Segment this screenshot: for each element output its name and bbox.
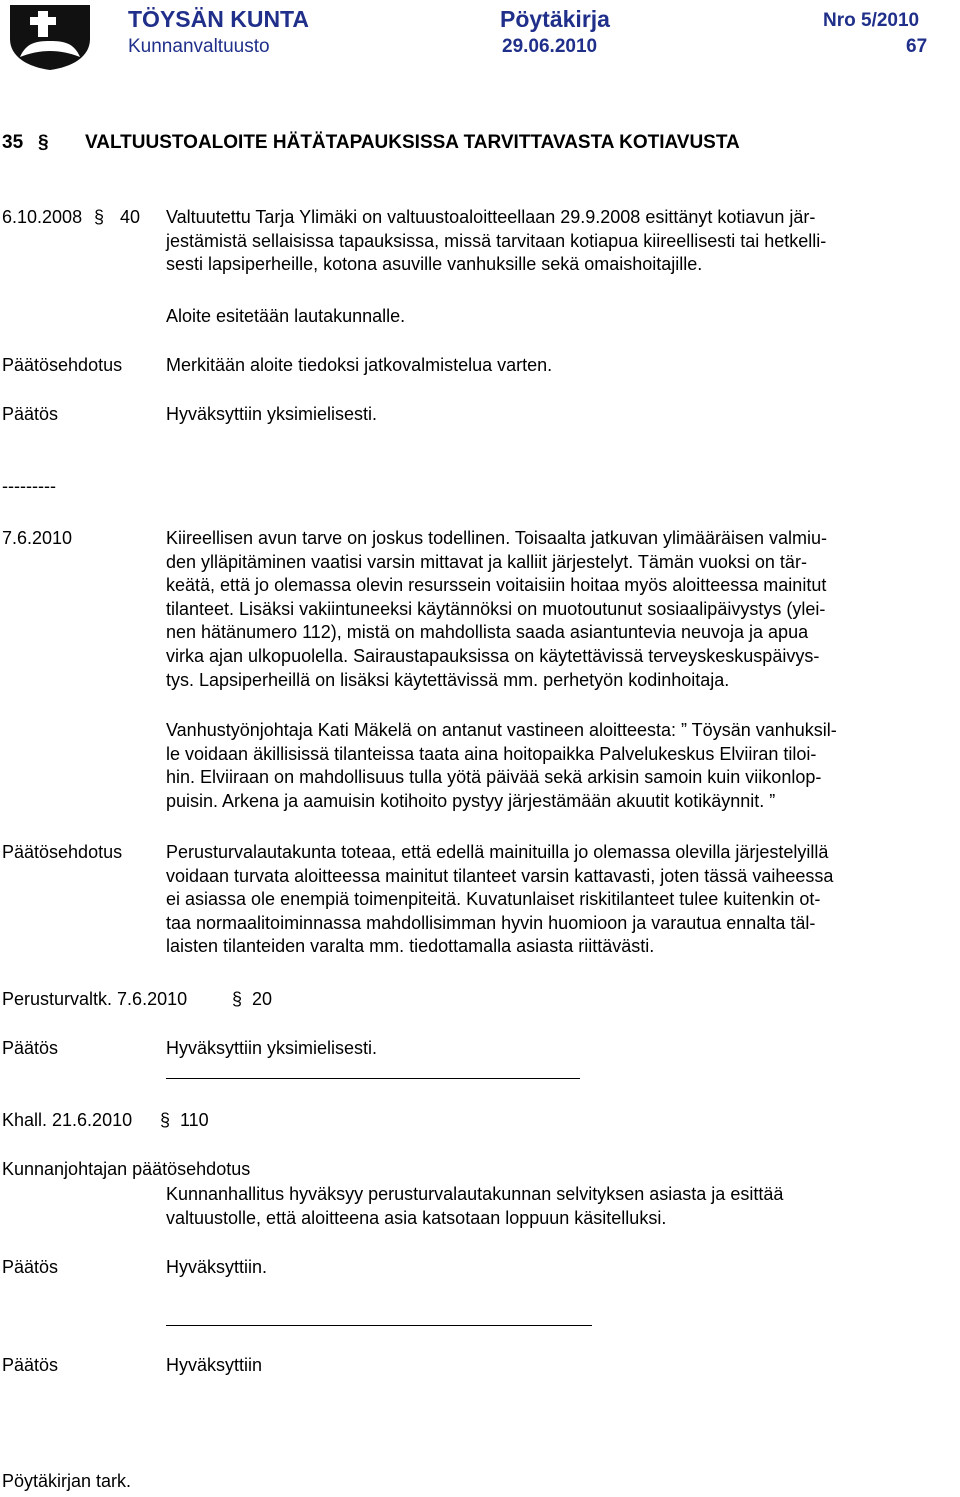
section-symbol: § xyxy=(94,207,105,227)
proposal-paragraph xyxy=(166,1183,956,1230)
decision-label: Päätös xyxy=(2,404,59,424)
text-line: valtuustolle, että aloitteena asia katsotaan loppuun käsitelluksi. xyxy=(166,1207,667,1228)
text-line: ei asiassa ole enempiä toimenpiteitä. Kuvatunlaiset riskitilanteet tulee kuitenkin ot- xyxy=(166,889,821,910)
proposal-label: Päätösehdotus xyxy=(2,842,123,862)
text-line: den ylläpitäminen vaatisi varsin mittavat ja kalliit järjestelyt. Tämän vuoksi on tär- xyxy=(166,551,807,572)
text-line: virka ajan ulkopuolella. Sairaustapauksissa on käytettävissä terveyskeskuspäivys- xyxy=(166,645,820,666)
text-line: hin. Elviiraan on mahdollisuus tulla yötä päivää sekä arkisin samoin kuin viikonlop- xyxy=(166,767,822,788)
meeting-body: Kunnanvaltuusto xyxy=(128,36,270,57)
text-line: taa normaalitoiminnassa mahdollisimman hyvin huomioon ja varautua ennalta täl- xyxy=(166,912,816,933)
decision-text: Hyväksyttiin yksimielisesti. xyxy=(166,1038,378,1058)
text-line: Valtuutettu Tarja Ylimäki on valtuustoaloitteellaan 29.9.2008 esittänyt kotiavun jär- xyxy=(166,207,816,227)
footer-label: Pöytäkirjan tark. xyxy=(2,1471,132,1491)
divider-line xyxy=(166,1078,580,1079)
response-paragraph xyxy=(166,527,956,692)
entry-number: 40 xyxy=(120,207,141,227)
proposal-paragraph xyxy=(166,841,956,959)
section-title: VALTUUSTOALOITE HÄTÄTAPAUKSISSA TARVITTAVASTA KOTIAVUSTA xyxy=(85,132,740,153)
section-number: 35 xyxy=(2,132,24,153)
section-symbol: § xyxy=(160,1110,171,1130)
text-line: puisin. Arkena ja aamuisin kotihoito pystyy järjestämään akuutit kotikäynnit. ” xyxy=(166,790,776,811)
text-line: le voidaan äkillisissä tilanteissa taata aina hoitopaikka Palvelukeskus Elviiran tiloi- xyxy=(166,743,817,764)
reference-label: Khall. 21.6.2010 xyxy=(2,1110,133,1130)
text-line: Kiireellisen avun tarve on joskus todellinen. Toisaalta jatkuvan ylimääräisen valmiu- xyxy=(166,528,828,548)
reference-number: 20 xyxy=(252,989,273,1009)
statement-paragraph xyxy=(166,719,956,813)
text-line: Vanhustyönjohtaja Kati Mäkelä on antanut vastineen aloitteesta: ” Töysän vanhuksil- xyxy=(166,720,837,740)
document-type: Pöytäkirja xyxy=(500,6,610,32)
page-number: 67 xyxy=(906,36,928,57)
text-line: tilanteet. Lisäksi vakiintuneeksi käytännöksi on muotoutunut sosiaalipäivystys (ylei- xyxy=(166,598,826,619)
text-line: sesti lapsiperheille, kotona asuville vanhuksille sekä omaishoitajille. xyxy=(166,254,703,275)
divider-line xyxy=(166,1325,592,1326)
document-number: Nro 5/2010 xyxy=(823,10,920,31)
initiative-paragraph xyxy=(166,206,956,277)
municipality-name: TÖYSÄN KUNTA xyxy=(128,6,310,32)
text-line: nen hätänumero 112), mistä on mahdollista saada asiantuntevia neuvoja ja apua xyxy=(166,622,809,643)
text-line: keätä, että jo olemassa olevin resurssein voitaisiin hoitaa myös aloitteessa mainitut xyxy=(166,575,827,596)
reference-number: 110 xyxy=(180,1110,209,1130)
entry-date: 7.6.2010 xyxy=(2,528,73,548)
text-line: Perusturvalautakunta toteaa, että edellä mainituilla jo olemassa olevilla järjestelyillä xyxy=(166,842,829,862)
text-line: laisten tilanteiden varalta mm. tiedottamalla asiasta riittävästi. xyxy=(166,936,655,957)
decision-text: Hyväksyttiin xyxy=(166,1355,263,1375)
proposal-text: Merkitään aloite tiedoksi jatkovalmistelua varten. xyxy=(166,355,553,375)
reference-label: Perusturvaltk. 7.6.2010 xyxy=(2,989,188,1009)
section-symbol: § xyxy=(38,132,49,153)
text-line: Kunnanhallitus hyväksyy perusturvalautakunnan selvityksen asiasta ja esittää xyxy=(166,1184,784,1204)
decision-text: Hyväksyttiin yksimielisesti. xyxy=(166,404,378,424)
decision-label: Päätös xyxy=(2,1038,59,1058)
text-line: voidaan turvata aloitteessa mainitut tilanteet varsin kattavasti, joten tässä vaiheessa xyxy=(166,865,834,886)
entry-date: 6.10.2008 xyxy=(2,207,83,227)
decision-text: Hyväksyttiin. xyxy=(166,1257,268,1277)
municipal-coat-of-arms-icon xyxy=(6,3,94,71)
decision-label: Päätös xyxy=(2,1355,59,1375)
proposal-label: Kunnanjohtajan päätösehdotus xyxy=(2,1159,251,1179)
text-line: jestämistä sellaisissa tapauksissa, missä tarvitaan kotiapua kiireellisesti tai hetkelli- xyxy=(166,230,827,251)
initiative-note: Aloite esitetään lautakunnalle. xyxy=(166,306,406,326)
section-symbol: § xyxy=(232,989,243,1009)
text-line: tys. Lapsiperheillä on lisäksi käytettävissä mm. perhetyön kodinhoitaja. xyxy=(166,669,730,690)
decision-label: Päätös xyxy=(2,1257,59,1277)
separator: --------- xyxy=(2,476,56,496)
meeting-date: 29.06.2010 xyxy=(502,36,598,57)
proposal-label: Päätösehdotus xyxy=(2,355,123,375)
